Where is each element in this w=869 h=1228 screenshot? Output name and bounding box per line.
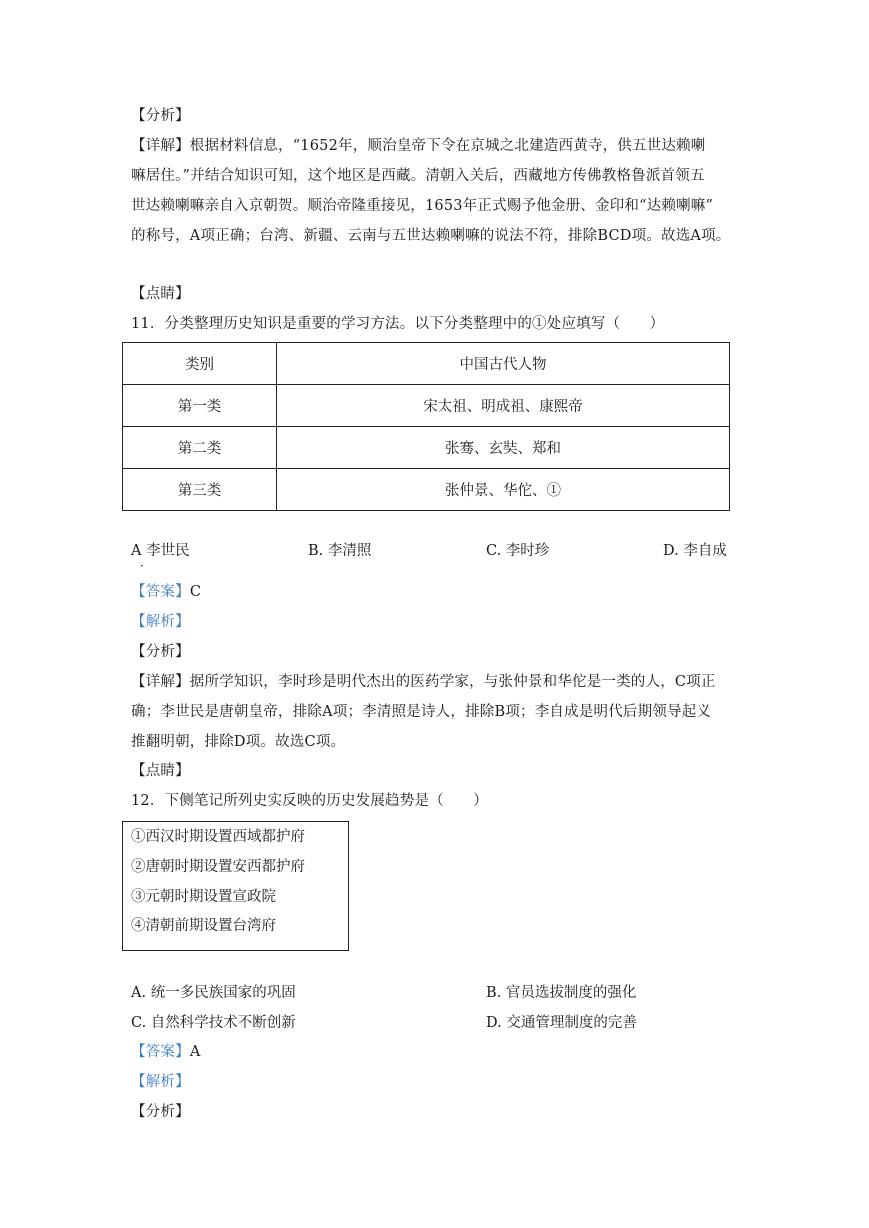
table-cell: 第三类 <box>123 469 277 511</box>
q10-tip-label: 【点睛】 <box>131 286 190 302</box>
q10-detail-line-3: 世达赖喇嘛亲自入京朝贺。顺治帝隆重接见，1653年正式赐予他金册、金印和“达赖喇嘛” <box>131 198 714 214</box>
q12-note-1: ①西汉时期设置西域都护府 <box>131 829 305 845</box>
q12-explanation-label: 【解析】 <box>131 1074 190 1090</box>
q11-classification-table <box>122 342 730 511</box>
q11-detail-line-1: 【详解】据所学知识，李时珍是明代杰出的医药学家，与张仲景和华佗是一类的人，C项正 <box>131 674 716 690</box>
q12-note-3: ③元朝时期设置宣政院 <box>131 889 276 905</box>
q11-option-d: D. 李自成 <box>663 543 727 559</box>
q10-detail-line-4: 的称号，A项正确；台湾、新疆、云南与五世达赖喇嘛的说法不符，排除BCD项。故选A项。 <box>131 228 731 244</box>
q11-analysis-label: 【分析】 <box>131 644 190 660</box>
q12-analysis-label: 【分析】 <box>131 1104 190 1120</box>
q12-option-c: C. 自然科学技术不断创新 <box>131 1015 296 1031</box>
q11-tip-label: 【点睛】 <box>131 763 190 779</box>
q11-detail-line-2: 确；李世民是唐朝皇帝，排除A项；李清照是诗人，排除B项；李自成是明代后期领导起义 <box>131 704 712 720</box>
table-cell: 宋太祖、明成祖、康熙帝 <box>277 385 730 427</box>
table-cell: 张骞、玄奘、郑和 <box>277 427 730 469</box>
answer-label: 【答案】 <box>131 584 190 600</box>
q11-option-c: C. 李时珍 <box>486 543 550 559</box>
q12-option-a: A. 统一多民族国家的巩固 <box>131 985 296 1001</box>
dot-mark: · <box>140 559 144 573</box>
answer-value: C <box>189 584 202 600</box>
q11-explanation-label: 【解析】 <box>131 614 190 630</box>
q11-stem: 11．分类整理历史知识是重要的学习方法。以下分类整理中的①处应填写（ ） <box>131 316 665 332</box>
q10-analysis-label: 【分析】 <box>131 108 190 124</box>
table-header-row <box>123 343 730 385</box>
table-header-cell: 中国古代人物 <box>277 343 730 385</box>
q11-option-a: A 李世民 <box>131 543 190 559</box>
table-cell: 第二类 <box>123 427 277 469</box>
q11-option-b: B. 李清照 <box>308 543 372 559</box>
q12-note-2: ②唐朝时期设置安西都护府 <box>131 859 305 875</box>
table-row <box>123 427 730 469</box>
q12-stem: 12．下侧笔记所列史实反映的历史发展趋势是（ ） <box>131 793 488 809</box>
q10-detail-line-2: 嘛居住。”并结合知识可知，这个地区是西藏。清朝入关后，西藏地方传佛教格鲁派首领五 <box>131 168 705 184</box>
answer-label: 【答案】 <box>131 1044 190 1060</box>
q12-option-b: B. 官员选拔制度的强化 <box>486 985 637 1001</box>
table-header-cell: 类别 <box>123 343 277 385</box>
table-row <box>123 385 730 427</box>
q11-answer <box>131 582 741 602</box>
answer-value: A <box>189 1044 201 1060</box>
q12-option-d: D. 交通管理制度的完善 <box>486 1015 637 1031</box>
table-row <box>123 469 730 511</box>
q11-detail-line-3: 推翻明朝，排除D项。故选C项。 <box>131 734 346 750</box>
table-cell: 张仲景、华佗、① <box>277 469 730 511</box>
q12-answer <box>131 1042 741 1062</box>
q12-note-4: ④清朝前期设置台湾府 <box>131 918 276 934</box>
table-cell: 第一类 <box>123 385 277 427</box>
q10-detail-line-1: 【详解】根据材料信息，“1652年，顺治皇帝下令在京城之北建造西黄寺，供五世达赖喇 <box>131 138 706 154</box>
